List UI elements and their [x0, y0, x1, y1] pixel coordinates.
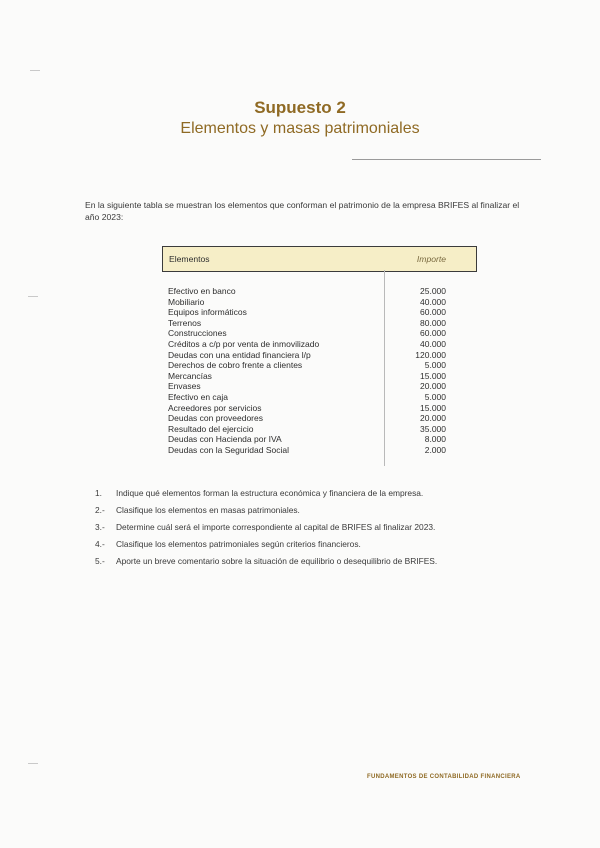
row-amount: 120.000	[415, 349, 446, 360]
row-amount: 60.000	[420, 328, 446, 339]
table-row	[162, 434, 477, 445]
page-title: Supuesto 2	[254, 98, 346, 117]
table-row	[162, 339, 477, 350]
row-amount: 20.000	[420, 413, 446, 424]
task-number: 2.-	[95, 505, 105, 515]
row-amount: 40.000	[420, 338, 446, 349]
table-row	[162, 350, 477, 361]
task-item	[95, 538, 555, 555]
task-number: 3.-	[95, 522, 105, 532]
table-row	[162, 328, 477, 339]
row-element: Envases	[168, 381, 201, 392]
table-header	[162, 246, 477, 272]
row-amount: 2.000	[424, 444, 446, 455]
row-amount: 25.000	[420, 286, 446, 296]
row-element: Créditos a c/p por venta de inmovilizado	[168, 338, 320, 349]
row-element: Deudas con la Seguridad Social	[168, 444, 289, 455]
task-text: Clasifique los elementos patrimoniales según criterios financieros.	[116, 539, 361, 549]
table-body	[162, 272, 477, 456]
header-elements: Elementos	[169, 254, 210, 264]
row-element: Terrenos	[168, 317, 202, 328]
row-amount: 5.000	[424, 360, 446, 371]
header-amount: Importe	[416, 254, 447, 264]
table-row	[162, 360, 477, 371]
scan-mark	[28, 763, 38, 764]
row-amount: 15.000	[420, 402, 446, 413]
task-number: 1.	[95, 488, 102, 498]
row-element: Derechos de cobro frente a clientes	[168, 360, 303, 371]
table-row	[162, 297, 477, 308]
divider	[352, 159, 541, 160]
row-amount: 15.000	[420, 370, 446, 381]
task-text: Clasifique los elementos en masas patrimoniales.	[116, 505, 300, 515]
table-row	[162, 318, 477, 329]
intro-paragraph: En la siguiente tabla se muestran los elementos que conforman el patrimonio de la empresa BRIFES al finalizar el año 2023:	[85, 200, 520, 222]
row-element: Efectivo en caja	[168, 391, 229, 402]
table-row	[162, 445, 477, 456]
row-element: Deudas con proveedores	[168, 413, 263, 424]
row-amount: 8.000	[424, 434, 446, 445]
footer-text: FUNDAMENTOS DE CONTABILIDAD FINANCIERA	[367, 774, 521, 780]
table-row	[162, 381, 477, 392]
row-element: Construcciones	[168, 328, 227, 339]
task-list	[95, 487, 555, 572]
task-item	[95, 487, 555, 504]
task-number: 5.-	[95, 556, 105, 566]
row-element: Deudas con Hacienda por IVA	[168, 434, 282, 445]
table-row	[162, 392, 477, 403]
row-element: Acreedores por servicios	[168, 402, 262, 413]
task-text: Determine cuál será el importe correspondiente al capital de BRIFES al finalizar 2023.	[116, 522, 436, 532]
page-subtitle: Elementos y masas patrimoniales	[180, 120, 420, 137]
row-amount: 5.000	[424, 391, 446, 402]
task-item	[95, 555, 555, 572]
table-row	[162, 371, 477, 382]
row-element: Efectivo en banco	[168, 286, 236, 296]
table-row	[162, 286, 477, 297]
task-number: 4.-	[95, 539, 105, 549]
row-element: Equipos informáticos	[168, 307, 247, 318]
elements-table	[162, 246, 477, 456]
scan-mark	[30, 70, 40, 71]
row-amount: 35.000	[420, 423, 446, 434]
task-text: Indique qué elementos forman la estructura económica y financiera de la empresa.	[116, 488, 424, 498]
task-item	[95, 521, 555, 538]
row-element: Mercancías	[168, 370, 212, 381]
row-amount: 60.000	[420, 307, 446, 318]
row-amount: 40.000	[420, 296, 446, 307]
table-row	[162, 413, 477, 424]
table-row	[162, 424, 477, 435]
table-row	[162, 307, 477, 318]
task-text: Aporte un breve comentario sobre la situación de equilibrio o desequilibrio de BRIFES.	[116, 556, 438, 566]
scan-mark	[28, 296, 38, 297]
row-element: Resultado del ejercicio	[168, 423, 254, 434]
row-amount: 20.000	[420, 381, 446, 392]
row-element: Mobiliario	[168, 296, 205, 307]
row-element: Deudas con una entidad financiera l/p	[168, 349, 311, 360]
table-row	[162, 403, 477, 414]
task-item	[95, 504, 555, 521]
row-amount: 80.000	[420, 317, 446, 328]
